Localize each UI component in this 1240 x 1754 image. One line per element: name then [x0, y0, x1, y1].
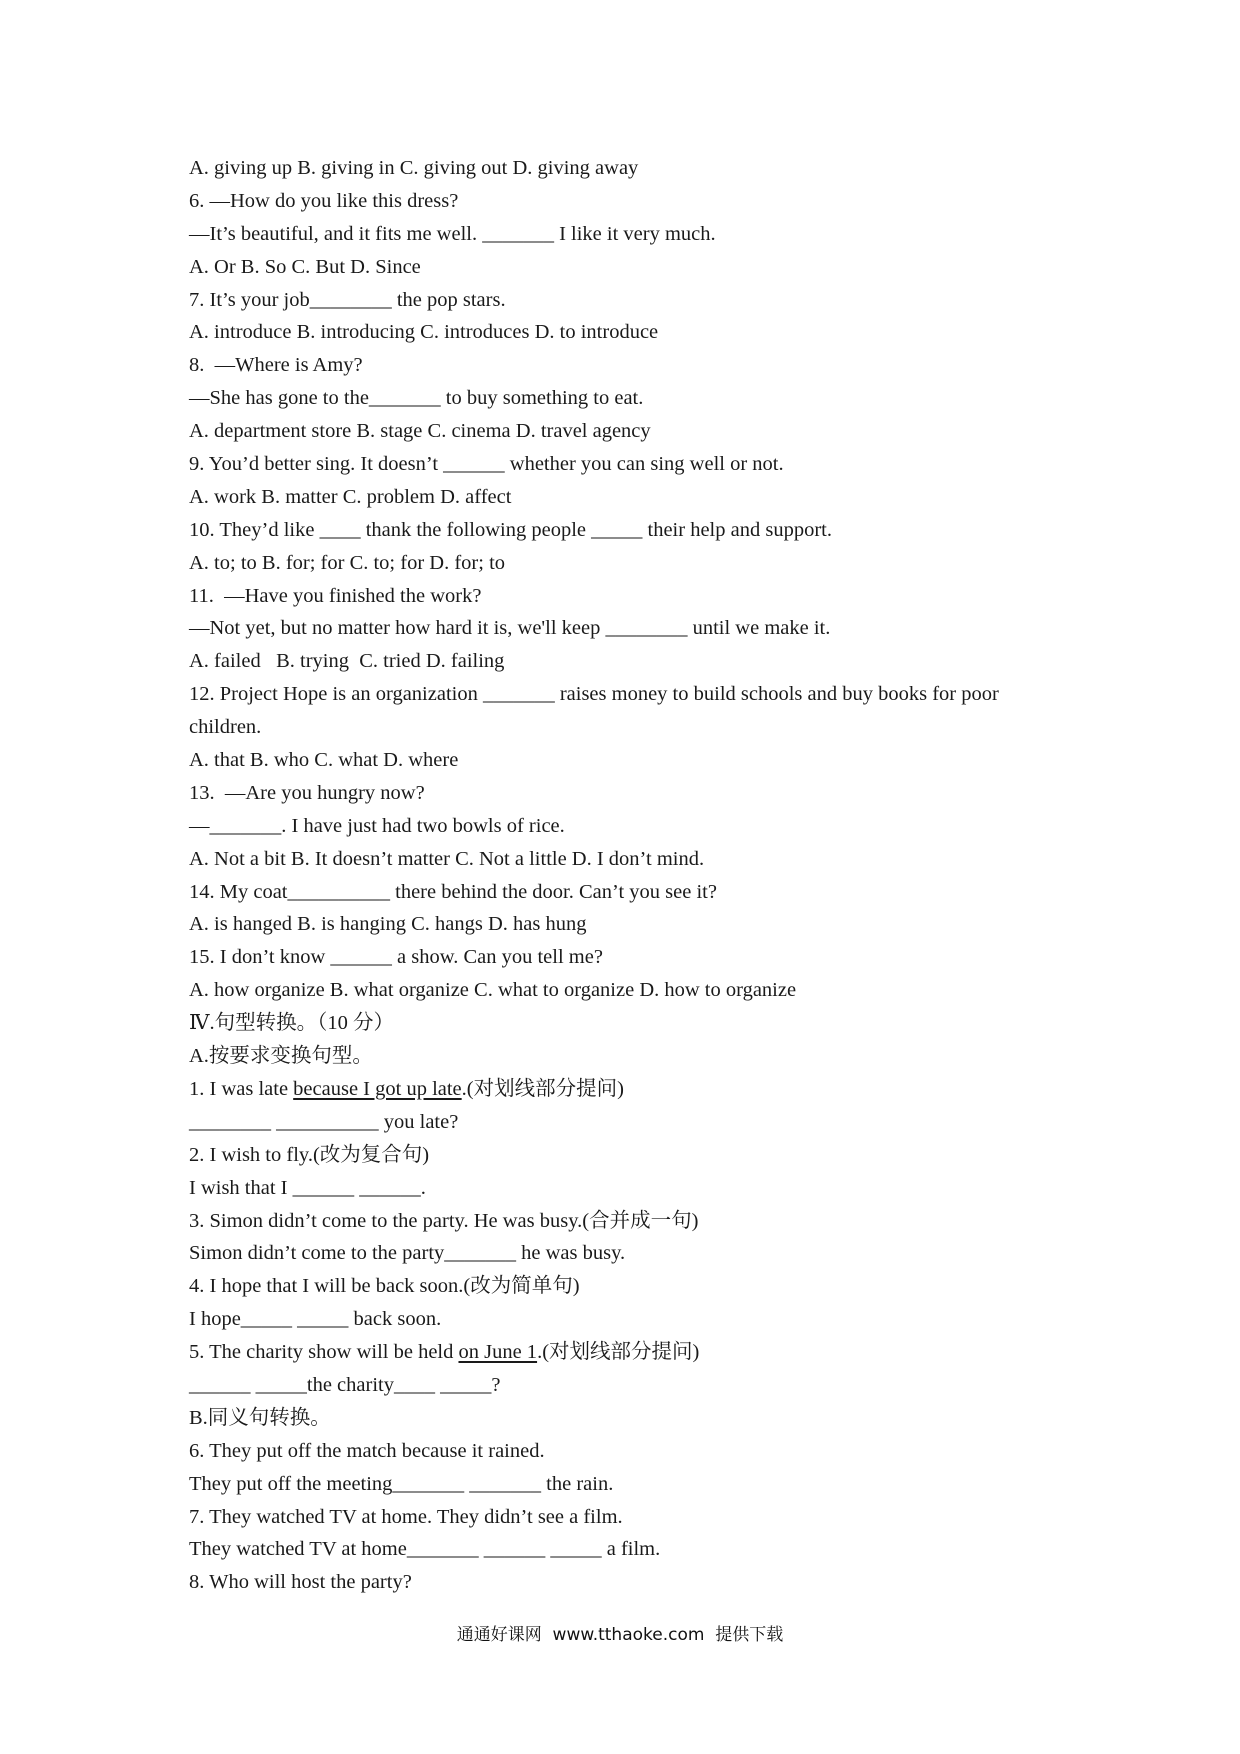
- page-footer: 通通好课网 www.tthaoke.com 提供下载: [456, 1625, 784, 1645]
- text-line: A. Not a bit B. It doesn’t matter C. Not a little D. I don’t mind.: [189, 847, 705, 870]
- exercise-text: [189, 152, 1069, 1599]
- text-line: ______ _____the charity____ _____?: [189, 1373, 501, 1396]
- text-line: I wish that I ______ ______.: [189, 1176, 426, 1199]
- text-line: 7. They watched TV at home. They didn’t see a film.: [189, 1505, 623, 1528]
- text-line: Simon didn’t come to the party_______ he was busy.: [189, 1242, 626, 1265]
- text-line: 10. They’d like ____ thank the following people _____ their help and support.: [189, 518, 832, 541]
- text-line: —It’s beautiful, and it fits me well. _______ I like it very much.: [189, 222, 716, 245]
- text-line: Ⅳ.句型转换。（10 分）: [189, 1012, 394, 1035]
- text-line: They watched TV at home_______ ______ _____ a film.: [189, 1538, 661, 1561]
- text-line: —Not yet, but no matter how hard it is, we'll keep ________ until we make it.: [189, 617, 831, 640]
- text-line: 14. My coat__________ there behind the door. Can’t you see it?: [189, 880, 717, 903]
- text-line: [189, 1336, 1069, 1369]
- text-segment: .(对划线部分提问): [461, 1077, 624, 1100]
- text-line: 11. —Have you finished the work?: [189, 584, 482, 607]
- text-line: 7. It’s your job________ the pop stars.: [189, 288, 506, 311]
- text-line: A. introduce B. introducing C. introduces D. to introduce: [189, 321, 659, 344]
- text-segment: 1. I was late: [189, 1077, 294, 1100]
- text-line: 12. Project Hope is an organization _______ raises money to build schools and buy books for poor: [189, 683, 999, 706]
- text-line: —She has gone to the_______ to buy something to eat.: [189, 387, 644, 410]
- text-line: A. department store B. stage C. cinema D. travel agency: [189, 420, 651, 443]
- text-line: A. work B. matter C. problem D. affect: [189, 485, 512, 508]
- text-line: 8. —Where is Amy?: [189, 354, 363, 377]
- text-line: A. Or B. So C. But D. Since: [189, 255, 421, 278]
- text-line: children.: [189, 716, 262, 739]
- underlined-phrase: on June 1: [458, 1341, 538, 1364]
- text-segment: .(对划线部分提问): [537, 1341, 700, 1364]
- text-line: 9. You’d better sing. It doesn’t ______ whether you can sing well or not.: [189, 453, 784, 476]
- text-line: A. to; to B. for; for C. to; for D. for; to: [189, 551, 506, 574]
- text-line: 8. Who will host the party?: [189, 1571, 412, 1594]
- text-line: —_______. I have just had two bowls of rice.: [189, 814, 565, 837]
- text-line: B.同义句转换。: [189, 1406, 331, 1429]
- text-line: ________ __________ you late?: [189, 1110, 459, 1133]
- text-line: A. is hanged B. is hanging C. hangs D. has hung: [189, 913, 587, 936]
- text-line: They put off the meeting_______ _______ the rain.: [189, 1472, 614, 1495]
- underlined-phrase: because I got up late: [293, 1077, 462, 1100]
- text-line: A. giving up B. giving in C. giving out D. giving away: [189, 157, 639, 179]
- text-line: 6. They put off the match because it rained.: [189, 1439, 545, 1462]
- text-line: 4. I hope that I will be back soon.(改为简单句): [189, 1275, 580, 1298]
- text-line: A. how organize B. what organize C. what to organize D. how to organize: [189, 979, 797, 1002]
- text-line: 13. —Are you hungry now?: [189, 781, 425, 804]
- text-segment: 5. The charity show will be held: [189, 1341, 459, 1364]
- text-line: 6. —How do you like this dress?: [189, 189, 459, 212]
- text-line: [189, 1073, 1069, 1106]
- text-line: A. that B. who C. what D. where: [189, 749, 459, 772]
- text-line: 15. I don’t know ______ a show. Can you tell me?: [189, 946, 603, 969]
- text-line: 3. Simon didn’t come to the party. He was busy.(合并成一句): [189, 1209, 699, 1232]
- text-line: A.按要求变换句型。: [189, 1045, 373, 1068]
- text-line: I hope_____ _____ back soon.: [189, 1308, 442, 1331]
- text-line: 2. I wish to fly.(改为复合句): [189, 1143, 430, 1166]
- text-line: A. failed B. trying C. tried D. failing: [189, 650, 505, 673]
